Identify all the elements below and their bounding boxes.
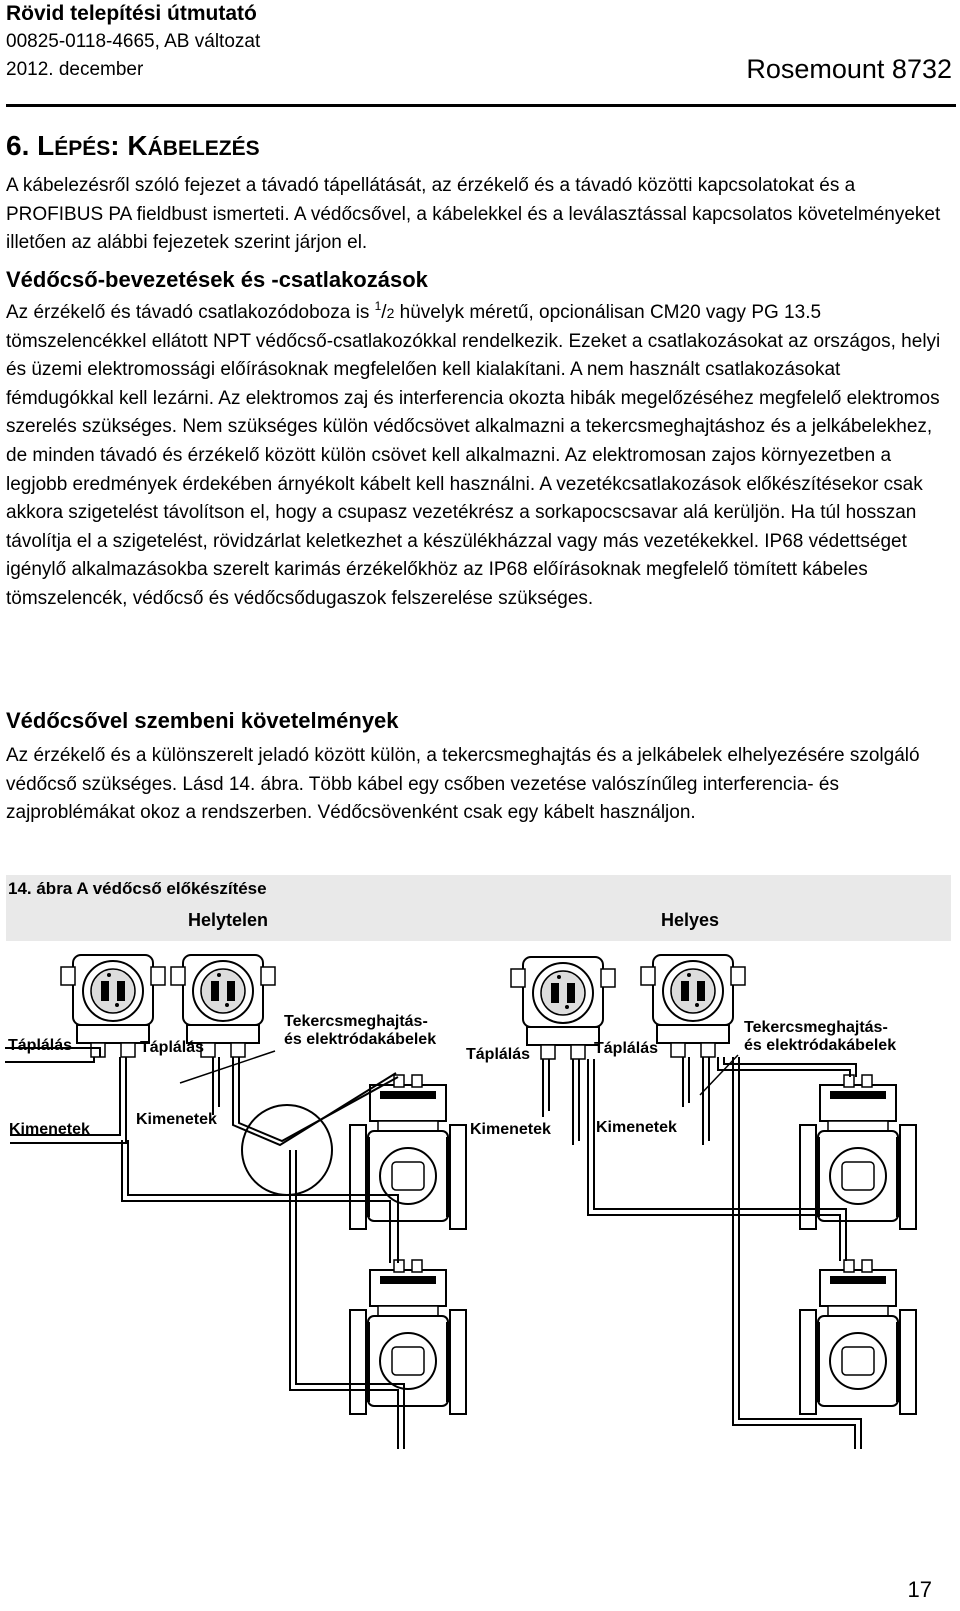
section-conduit-requirements-body: Az érzékelő és a különszerelt jeladó között külön, a tekercsmeghajtás és a jelkábelek elhelyezésére szolgáló védőcső szükséges. Lásd 14. ábra. Több kábel egy csőben vezetése valószínűleg interferencia- és zajproblémákat okoz a rendszerben. Védőcsövenként csak egy kábelt használjon.	[6, 745, 920, 824]
product-name: Rosemount 8732	[746, 54, 952, 84]
intro-paragraph: A kábelezésről szóló fejezet a távadó tápellátását, az érzékelő és a távadó közötti kapcsolatokat és a PROFIBUS PA fieldbust ismerteti. A védőcsővel, a kábelekkel és a leválasztással kapcsolatos követelményeket illetően az alábbi fejezetek szerint járjon el.	[6, 175, 941, 254]
fraction-numerator: 1	[374, 299, 382, 313]
fraction-denominator: 2	[386, 305, 395, 321]
cabling-word-rest: ÁBELEZÉS	[147, 137, 260, 160]
meter-right-b	[800, 1260, 916, 1414]
meter-right-a	[800, 1075, 916, 1229]
section-conduit-entries-body	[6, 299, 946, 614]
section-heading-conduit-requirements: Védőcsővel szembeni követelmények	[6, 708, 399, 733]
label-outputs-right-1: Kimenetek	[470, 1121, 551, 1138]
label-coil-left-line1: Tekercsmeghajtás-	[284, 1013, 428, 1030]
label-coil-right-line1: Tekercsmeghajtás-	[744, 1019, 888, 1036]
label-outputs-right-2: Kimenetek	[596, 1119, 677, 1136]
figure-caption: 14. ábra A védőcső előkészítése	[8, 879, 267, 898]
header-rule	[6, 104, 956, 107]
figure-correct-label: Helyes	[661, 910, 720, 930]
step-number: 6.	[6, 130, 38, 161]
wires-incorrect	[5, 1048, 404, 1449]
meter-left-a	[350, 1075, 466, 1229]
label-outputs-left-1: Kimenetek	[9, 1121, 90, 1138]
label-power-left-2: Táplálás	[140, 1039, 205, 1056]
label-coil-left-line2: és elektródakábelek	[284, 1031, 437, 1048]
label-coil-right-line2: és elektródakábelek	[744, 1037, 897, 1054]
document-number: 00825-0118-4665, AB változat	[6, 31, 261, 52]
page-number: 17	[907, 1577, 932, 1602]
label-power-right-2: Táplálás	[594, 1040, 659, 1057]
label-outputs-left-2: Kimenetek	[136, 1111, 217, 1128]
label-power-left-1: Táplálás	[8, 1037, 73, 1054]
body-text-start: Az érzékelő és távadó csatlakozódoboza is	[6, 302, 375, 323]
problem-circle	[242, 1105, 332, 1195]
document-date: 2012. december	[6, 59, 144, 80]
section-heading-conduit-entries: Védőcső-bevezetések és -csatlakozások	[6, 267, 428, 292]
step-title	[6, 128, 260, 167]
step-colon: :	[110, 130, 128, 161]
label-power-right-1: Táplálás	[466, 1046, 531, 1063]
document-title: Rövid telepítési útmutató	[6, 2, 257, 25]
cabling-word-initial: K	[127, 130, 148, 161]
fraction-slash: /	[381, 302, 387, 323]
step-word-initial: L	[37, 130, 55, 161]
body-text-rest: hüvelyk méretű, opcionálisan CM20 vagy PG 13.5 tömszelencékkel ellátott NPT védőcső-csatlakozókkal rendelkezik. Ezeket a csatlakozásokat az országos, helyi és üzemi elektromossági előírásoknak megfelelően kell kialakítani. A nem használt csatlakozásokat fémdugókkal kell lezárni. Az elektromos zaj és interferencia okozta hibák megelőzéséhez megfelelő elektromos szerelés szükséges. Nem szükséges külön védőcsövet alkalmazni a tekercsmeghajtáshoz és a jelkábelekhez, de minden távadó és érzékelő között külön csövet kell alkalmazni. Az elektromosan zajos környezetben a legjobb eredmények érdekében árnyékolt kábelt kell használni. A vezetékcsatlakozások előkészítésekor csak akkora szigetelést távolítson el, hogy a csupasz vezetékrész a sorkapocscsavar alá kerüljön. Ha túl hosszan távolítja el a szigetelést, rövidzárlat keletkezhet a készülékházzal vagy más vezetékekkel. IP68 védettséget igénylő alkalmazásokba szerelt karimás érzékelőkhöz az IP68 előírásoknak megfelelő tömített kábeles tömszelencék, védőcső és védőcsődugaszok felszerelése szükséges.	[6, 302, 941, 609]
figure-incorrect-label: Helytelen	[188, 910, 269, 930]
step-word-rest: ÉPÉS	[54, 137, 111, 160]
